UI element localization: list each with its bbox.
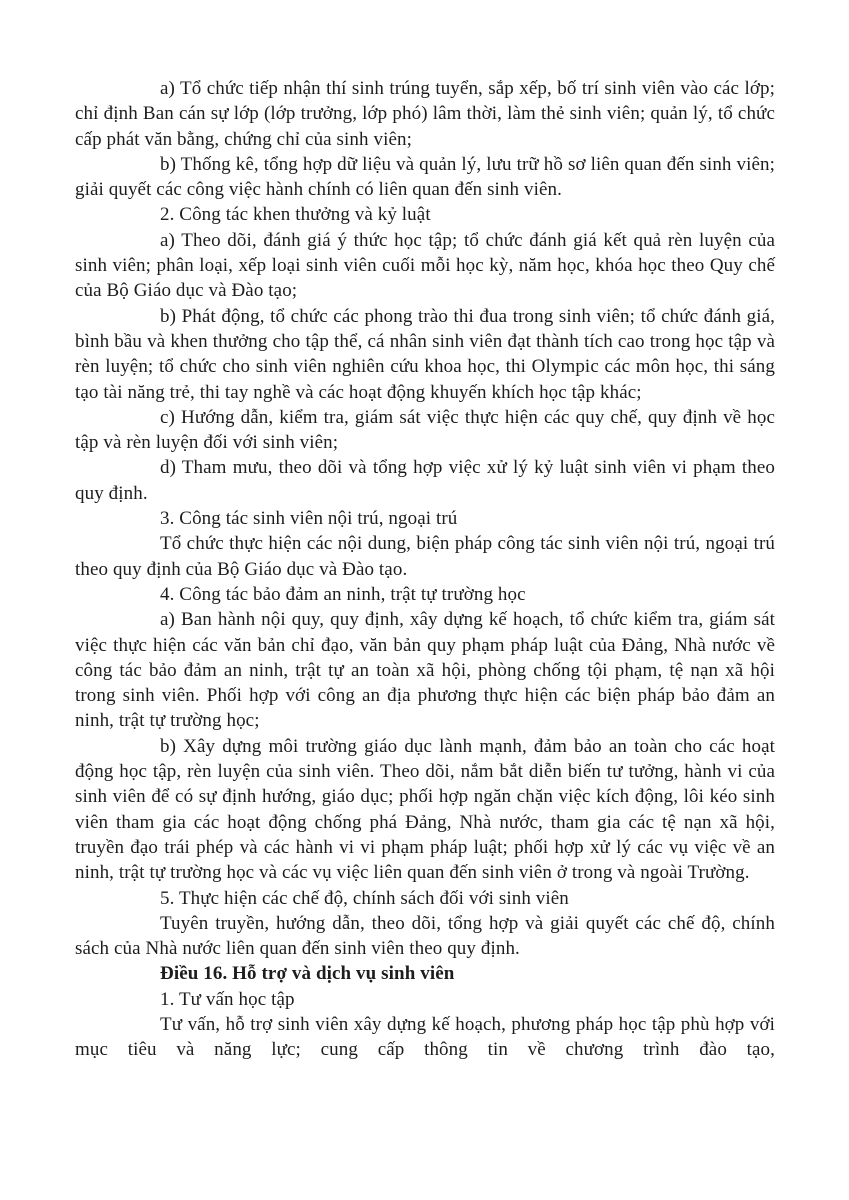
- paragraph: b) Xây dựng môi trường giáo dục lành mạnh, đảm bảo an toàn cho các hoạt động học tập, rèn luyện của sinh viên. Theo dõi, nắm bắt diễn biến tư tưởng, hành vi của sinh viên để có sự định hướng, giáo dục; phối hợp ngăn chặn việc kích động, lôi kéo sinh viên tham gia các hoạt động chống phá Đảng, Nhà nước, tham gia các tệ nạn xã hội, truyền đạo trái phép và các hành vi vi phạm pháp luật; phối hợp xử lý các vụ việc về an ninh, trật tự trường học và các vụ việc liên quan đến sinh viên ở trong và ngoài Trường.: [75, 735, 775, 884]
- paragraph: Tuyên truyền, hướng dẫn, theo dõi, tổng hợp và giải quyết các chế độ, chính sách của Nhà nước liên quan đến sinh viên theo quy định.: [75, 912, 775, 960]
- paragraph: 5. Thực hiện các chế độ, chính sách đối với sinh viên: [160, 887, 569, 909]
- paragraph: Tổ chức thực hiện các nội dung, biện pháp công tác sinh viên nội trú, ngoại trú theo quy định của Bộ Giáo dục và Đào tạo.: [75, 533, 775, 580]
- paragraph: b) Thống kê, tổng hợp dữ liệu và quản lý, lưu trữ hồ sơ liên quan đến sinh viên; giải quyết các công việc hành chính có liên quan đến sinh viên.: [75, 153, 775, 201]
- paragraph: d) Tham mưu, theo dõi và tổng hợp việc xử lý kỷ luật sinh viên vi phạm theo quy định.: [75, 457, 775, 504]
- paragraph: a) Theo dõi, đánh giá ý thức học tập; tổ chức đánh giá kết quả rèn luyện của sinh viên; phân loại, xếp loại sinh viên cuối mỗi học kỳ, năm học, khóa học theo Quy chế của Bộ Giáo dục và Đào tạo;: [75, 229, 775, 302]
- paragraph: 4. Công tác bảo đảm an ninh, trật tự trường học: [160, 583, 526, 605]
- paragraph: a) Ban hành nội quy, quy định, xây dựng kế hoạch, tổ chức kiểm tra, giám sát việc thực hiện các văn bản chỉ đạo, văn bản quy phạm pháp luật của Đảng, Nhà nước về công tác bảo đảm an ninh, trật tự an toàn xã hội, phòng chống tội phạm, tệ nạn xã hội trong sinh viên. Phối hợp với công an địa phương thực hiện các biện pháp bảo đảm an ninh, trật tự trường học;: [75, 609, 775, 732]
- paragraph: 2. Công tác khen thưởng và kỷ luật: [160, 204, 431, 226]
- paragraph: 3. Công tác sinh viên nội trú, ngoại trú: [160, 508, 458, 530]
- paragraph: 1. Tư vấn học tập: [160, 988, 295, 1010]
- paragraph: a) Tổ chức tiếp nhận thí sinh trúng tuyển, sắp xếp, bố trí sinh viên vào các lớp; chỉ định Ban cán sự lớp (lớp trưởng, lớp phó) lâm thời, làm thẻ sinh viên; quản lý, tổ chức cấp phát văn bằng, chứng chỉ của sinh viên;: [75, 78, 775, 150]
- paragraph: Tư vấn, hỗ trợ sinh viên xây dựng kế hoạch, phương pháp học tập phù hợp với mục tiêu và năng lực; cung cấp thông tin về chương trình đào tạo,: [75, 1013, 775, 1061]
- document-body: [75, 76, 775, 1063]
- paragraph: c) Hướng dẫn, kiểm tra, giám sát việc thực hiện các quy chế, quy định về học tập và rèn luyện đối với sinh viên;: [75, 406, 775, 454]
- paragraph: b) Phát động, tổ chức các phong trào thi đua trong sinh viên; tổ chức đánh giá, bình bầu và khen thưởng cho tập thể, cá nhân sinh viên đạt thành tích cao trong học tập và rèn luyện; tổ chức cho sinh viên nghiên cứu khoa học, thi Olympic các môn học, thi sáng tạo tài năng trẻ, thi tay nghề và các hoạt động khuyến khích học tập khác;: [75, 305, 775, 403]
- section-heading: Điều 16. Hỗ trợ và dịch vụ sinh viên: [160, 963, 455, 985]
